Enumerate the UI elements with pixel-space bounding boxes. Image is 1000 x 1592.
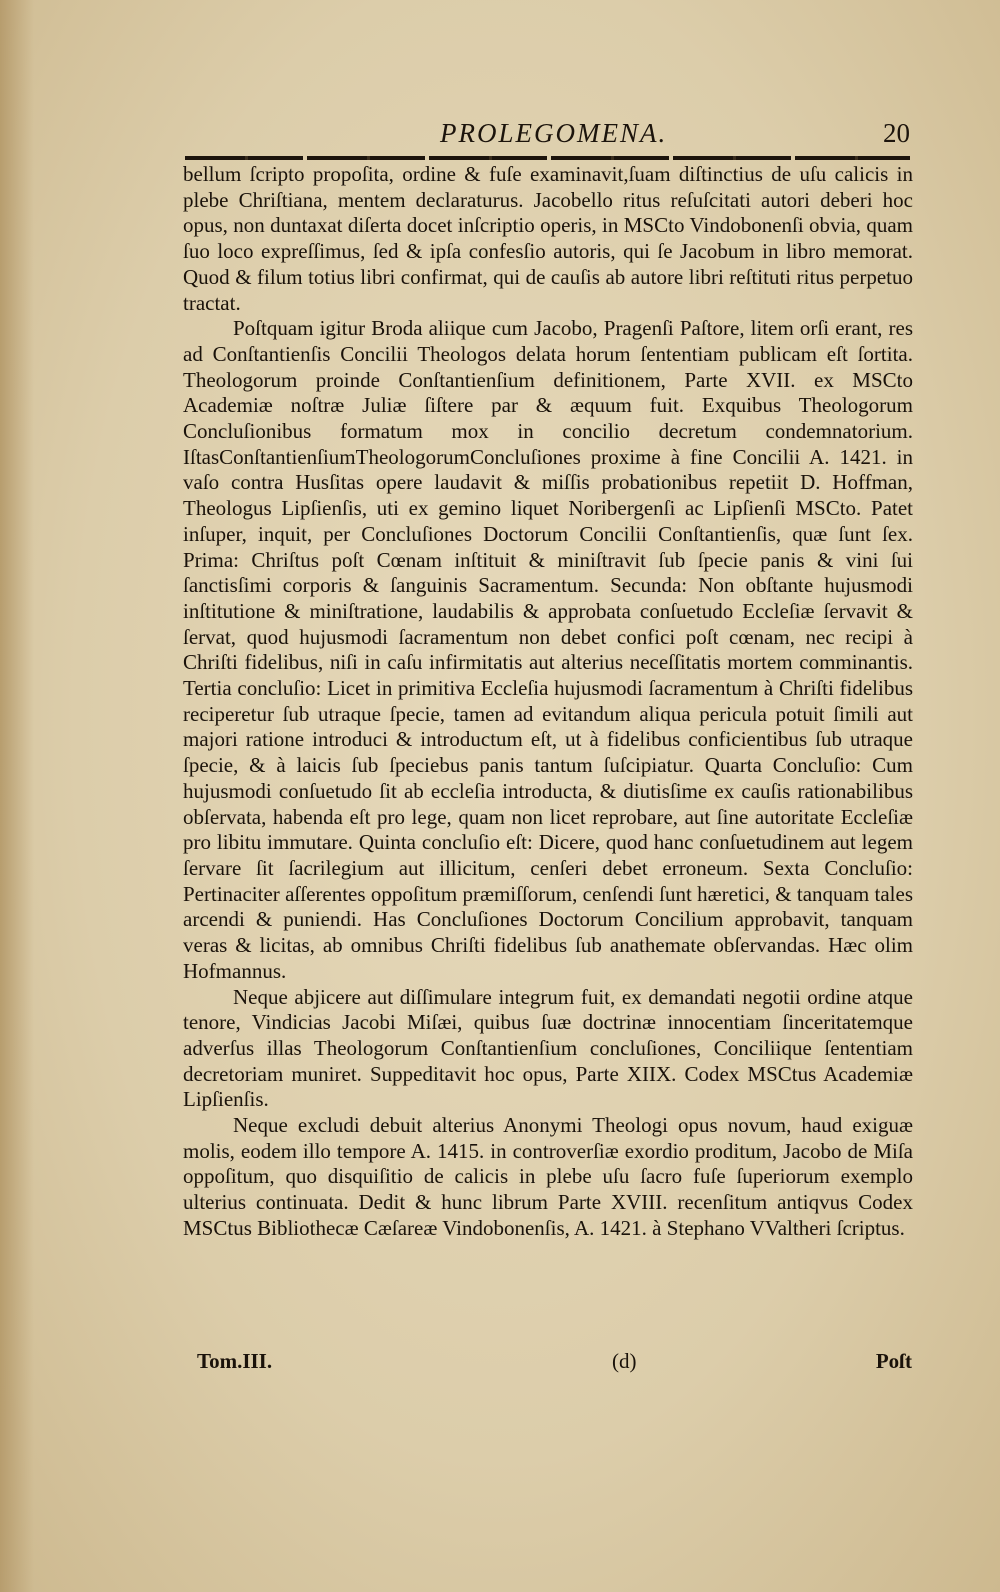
- page-edge-shadow: [0, 0, 34, 1592]
- running-title: PROLEGOMENA.: [440, 118, 668, 148]
- catchword: Poſt: [875, 1349, 912, 1373]
- signature-mark: (d): [612, 1349, 637, 1373]
- paragraph-4: Neque excludi debuit alterius Anonymi Theologi opus novum, haud exiguæ molis, eodem illo tempore A. 1415. in controverſiæ exordio proditum, Jacobo de Miſa oppoſitum, quo disquiſitio de calicis in plebe uſu ſacro fuſe ſuperiorum exemplo ulterius continuata. Dedit & hunc librum Parte XVIII. recenſitum antiqvus Codex MSCtus Bibliothecæ Cæſareæ Vindobonenſis, A. 1421. à Stephano VValtheri ſcriptus.: [183, 1113, 913, 1240]
- paragraph-1: bellum ſcripto propoſita, ordine & fuſe examinavit,ſuam diſtinctius de uſu calicis in plebe Chriſtiana, mentem declaraturus. Jacobello ritus reſuſcitati autori deberi hoc opus, non duntaxat diſerta docet inſcriptio operis, in MSCto Vindobonenſi obvia, quam ſuo loco expreſſimus, ſed & ipſa confesſio autoris, qui ſe Jacobum in libro memorat. Quod & filum totius libri confirmat, qui de cauſis ab autore libri reſtituti ritus perpetuo tractat.: [183, 162, 913, 315]
- paragraph-3: Neque abjicere aut diſſimulare integrum fuit, ex demandati negotii ordine atque tenore, Vindicias Jacobi Miſæi, quibus ſuæ doctrinæ innocentiam ſinceritatemque adverſus illas Theologorum Conſtantienſium concluſiones, Conciliique ſententiam decretoriam muniret. Suppeditavit hoc opus, Parte XIIX. Codex MSCtus Academiæ Lipſienſis.: [183, 984, 913, 1112]
- volume-mark: Tom.III.: [197, 1349, 273, 1373]
- page-number: 20: [883, 118, 910, 148]
- page-header: [185, 118, 910, 158]
- page-footer: [197, 1349, 912, 1379]
- paragraph-2: Poſtquam igitur Broda aliique cum Jacobo, Pragenſi Paſtore, litem orſi erant, res ad Conſtantienſis Concilii Theologos delata horum ſententiam publicam eſt ſortita. Theologorum proinde Conſtantienſium definitionem, Parte XVII. ex MSCto Academiæ noſtræ Juliæ ſiſtere par & æquum fuit. Exquibus Theologorum Concluſionibus formatum mox in concilio decretum condemnatorium. IſtasConſtantienſiumTheologorumConcluſiones proxime à fine Concilii A. 1421. in vaſo contra Husſitas opere laudavit & miſſis probationibus repetiit D. Hoffman, Theologus Lipſienſis, uti ex gemino liquet Noribergenſi ac Lipſienſi MSCto. Patet inſuper, inquit, per Concluſiones Doctorum Concilii Conſtantienſis, quæ ſunt ſex. Prima: Chriſtus poſt Cœnam inſtituit & miniſtravit ſub ſpecie panis & vini ſui ſanctisſimi corporis & ſanguinis Sacramentum. Secunda: Non obſtante hujusmodi inſtitutione & miniſtratione, laudabilis & approbata conſuetudo Eccleſiæ ſervavit & ſervat, quod hujusmodi ſacramentum non debet confici poſt cœnam, nec recipi à Chriſti fidelibus, niſi in caſu infirmitatis aut alterius neceſſitatis mortem comminantis. Tertia concluſio: Licet in primitiva Eccleſia hujusmodi ſacramentum à Chriſti fidelibus reciperetur ſub utraque ſpecie, tamen ad evitandum aliqua pericula potuit ſimili aut majori ratione introduci & introductum eſt, ut à fidelibus conficientibus ſub utraque ſpecie, & à laicis ſub ſpeciebus panis tantum ſuſcipiatur. Quarta Concluſio: Cum hujusmodi conſuetudo ſit ab eccleſia introducta, & diutisſime ex cauſis rationabilibus obſervata, habenda eſt pro lege, quam non licet reprobare, aut ſine autoritate Eccleſiæ pro libitu immutare. Quinta concluſio eſt: Dicere, quod hanc conſuetudinem aut legem ſervare ſit ſacrilegium aut illicitum, cenſeri debet erroneum. Sexta Concluſio: Pertinaciter aſſerentes oppoſitum præmiſſorum, cenſendi ſunt hæretici, & tanquam tales arcendi & puniendi. Has Concluſiones Doctorum Concilium approbavit, tanquam veras & licitas, ab omnibus Chriſti fidelibus ſub anathemate obſervandas. Hæc olim Hofmannus.: [183, 316, 913, 983]
- header-rule: [185, 156, 910, 160]
- body-text: [183, 162, 913, 1242]
